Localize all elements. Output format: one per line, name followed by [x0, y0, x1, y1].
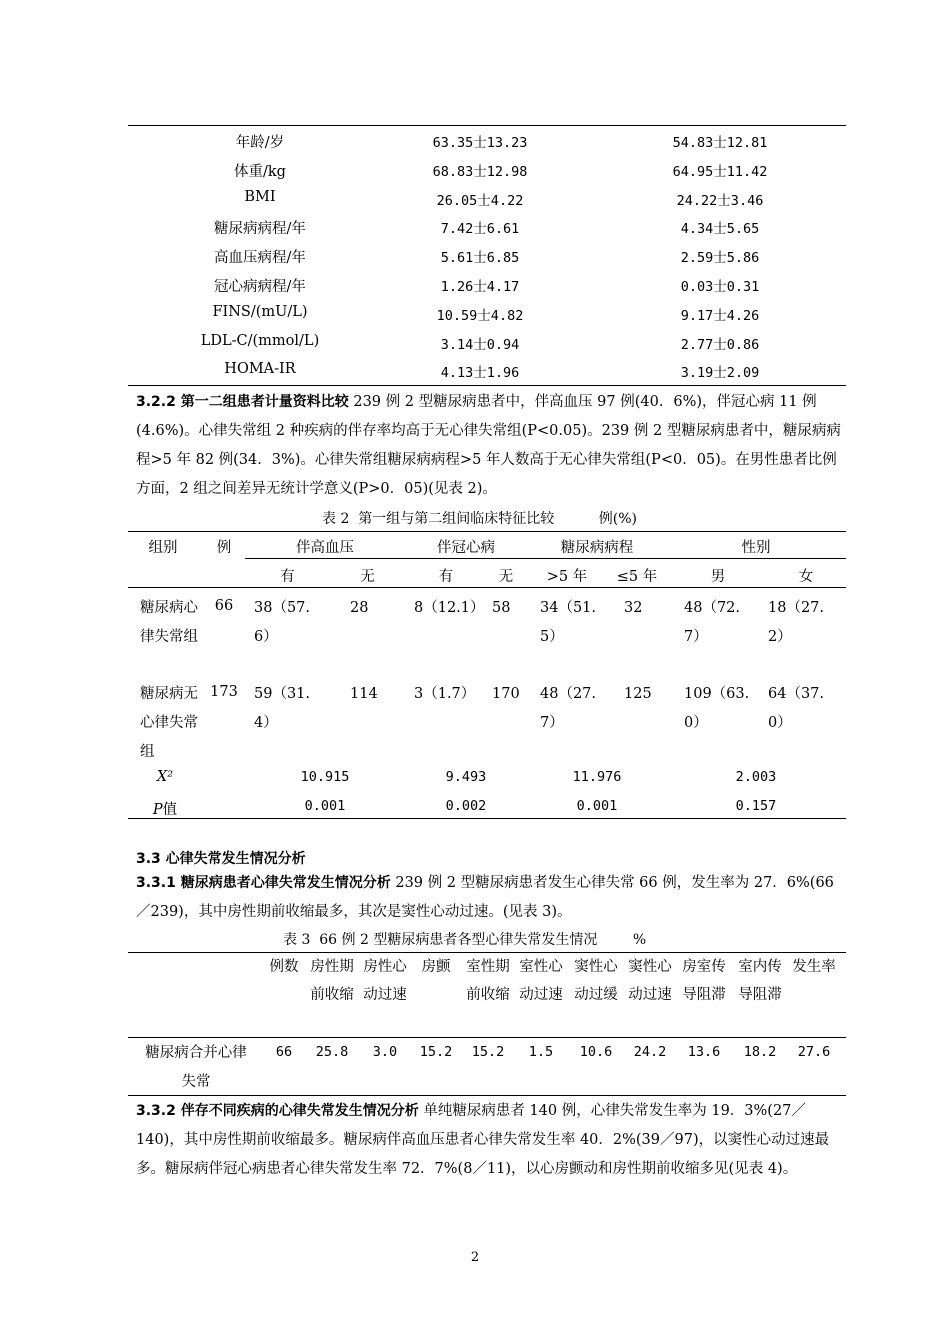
table1-row-label: 冠心病病程/年 [214, 279, 306, 295]
table2-cell: 18（27.2） [768, 600, 825, 645]
table1-cell-group2: 0.03士0.31 [680, 279, 760, 295]
table2-header-hypertension: 伴高血压 [296, 540, 354, 556]
table2-cell: 8（12.1） [414, 600, 485, 616]
section-3-3-1-body: 239 例 2 型糖尿病患者发生心律失常 66 例，发生率为 27．6%(66／239)，其中房性期前收缩最多，其次是窦性心动过速。(见表 3)。 [136, 875, 834, 920]
table1-row-label: HOMA-IR [224, 361, 296, 378]
table1-cell-group2: 3.19士2.09 [680, 365, 760, 382]
table2-cell: 28 [350, 600, 369, 616]
table3-header-cell: 室内传导阻滞 [738, 959, 782, 1003]
table3-value: 13.6 [687, 1044, 721, 1060]
table1-cell-group2: 9.17士4.26 [680, 307, 760, 324]
table1-row-label: 糖尿病病程/年 [214, 221, 306, 238]
table2-subheader: 男 [710, 569, 726, 585]
table2-chi-value: 2.003 [735, 769, 777, 785]
table2-cell: 48（27.7） [540, 686, 597, 731]
table3-header-cell: 室性心动过速 [519, 959, 563, 1003]
section-3-3-2-body: 单纯糖尿病患者 140 例，心律失常发生率为 19．3%(27／140)，其中房性期前收缩最多。糖尿病伴高血压患者心律失常发生率 40．2%(39／97)，以窦性心动过速最多。糖尿病伴冠心病患者心律失常发生率 72．7%(8／11)，以心房颤动和房性期前收缩多见(见表 4)。 [136, 1103, 830, 1177]
section-3-2-2 [136, 388, 844, 504]
table2-cell: 58 [492, 600, 511, 616]
table3-value: 10.6 [579, 1044, 613, 1060]
table1-row-label: 体重/kg [234, 163, 286, 180]
table2-p-label [140, 798, 190, 819]
table1-cell-group1: 68.83士12.98 [432, 163, 528, 180]
table2-subheader: 有 [280, 569, 295, 585]
table2-bottom-rule [128, 818, 846, 819]
table3-value: 15.2 [419, 1044, 453, 1060]
table1-cell-group2: 24.22士3.46 [676, 192, 764, 209]
table2-cell: 64（37.0） [768, 686, 825, 731]
table1-bottom-rule [128, 385, 846, 386]
table2-p-suffix: 值 [162, 802, 178, 818]
table1-row-label: 年龄/岁 [235, 135, 285, 151]
table3-header-cell: 例数 [269, 959, 299, 975]
table2-cell: 3（1.7） [414, 686, 476, 702]
table2-cell: 48（72.7） [684, 600, 741, 645]
table2-header-mid-rule [245, 558, 846, 559]
table3-caption: 表 3 66 例 2 型糖尿病患者各型心律失常发生情况 % [283, 932, 647, 948]
table3-value: 24.2 [633, 1044, 667, 1060]
table2-top-rule [128, 531, 846, 532]
table2-cell: 38（57.6） [254, 600, 311, 645]
table3-header-cell: 发生率 [792, 959, 836, 975]
table1-cell-group2: 64.95士11.42 [672, 163, 768, 180]
table2-subheader: >5 年 [546, 569, 588, 585]
table2-header-sex: 性别 [741, 540, 771, 556]
table1-cell-group1: 26.05士4.22 [436, 192, 524, 209]
section-3-3-2 [136, 1097, 844, 1184]
table1-cell-group2: 2.59士5.86 [680, 250, 760, 267]
table1-cell-group1: 4.13士1.96 [440, 365, 520, 382]
table2-caption: 表 2 第一组与第二组间临床特征比较 例(%) [322, 511, 637, 527]
table3-header-cell: 窦性心动过缓 [574, 959, 618, 1003]
table3-header-cell: 房性心动过速 [363, 959, 407, 1003]
table2-p-value: 0.002 [445, 798, 487, 814]
table1-cell-group2: 54.83士12.81 [672, 135, 768, 151]
table2-cell: 170 [492, 686, 520, 702]
table3-header-cell: 室性期前收缩 [466, 959, 510, 1003]
table2-chi-value: 9.493 [445, 769, 487, 785]
table3-header-cell: 房颤 [421, 959, 451, 975]
table3-bottom-rule [128, 1095, 846, 1096]
table3-value: 3.0 [372, 1044, 398, 1060]
table3-header-cell: 房性期前收缩 [310, 959, 354, 1003]
table2-subheader: 有 [438, 569, 454, 585]
table1-cell-group1: 7.42士6.61 [440, 221, 520, 238]
table2-p-value: 0.001 [576, 798, 618, 814]
table2-p-letter: P [152, 802, 163, 818]
table2-row-n: 66 [214, 598, 234, 614]
table1-row-label: 高血压病程/年 [214, 250, 306, 267]
table2-chi-value: 10.915 [300, 769, 350, 785]
table2-subheader: 无 [360, 569, 375, 585]
section-3-3-1 [136, 869, 844, 927]
table2-subheader: ≤5 年 [616, 569, 658, 585]
table3-value: 27.6 [797, 1044, 831, 1060]
table2-header-rule [128, 587, 846, 588]
table2-subheader: 无 [498, 569, 514, 585]
table1-cell-group2: 2.77士0.86 [680, 336, 760, 353]
table2-cell: 125 [624, 686, 652, 702]
table2-row-group: 糖尿病心律失常组 [140, 600, 198, 645]
section-3-2-2-heading: 3.2.2 第一二组患者计量资料比较 [136, 394, 349, 410]
table2-chi-label: X² [156, 769, 174, 785]
table3-value: 1.5 [528, 1044, 554, 1060]
table3-header-cell: 窦性心动过速 [628, 959, 672, 1003]
table3-value: 66 [275, 1044, 293, 1060]
table3-value: 25.8 [315, 1044, 349, 1060]
table1-cell-group1: 5.61士6.85 [440, 250, 520, 267]
table2-cell: 114 [350, 686, 378, 702]
table1-cell-group1: 63.35士13.23 [432, 135, 528, 151]
table2-row-n: 173 [210, 684, 238, 700]
table2-p-value: 0.001 [304, 798, 346, 814]
table1-row-label: FINS/(mU/L) [212, 303, 308, 320]
table2-p-value: 0.157 [735, 798, 777, 814]
table1-cell-group2: 4.34士5.65 [680, 221, 760, 238]
table1-cell-group1: 1.26士4.17 [440, 279, 520, 295]
table3-header-cell: 房室传导阻滞 [682, 959, 726, 1003]
table1-top-rule [128, 125, 846, 126]
table2-row-group: 糖尿病无心律失常组 [140, 686, 198, 760]
table2-header-chd: 伴冠心病 [437, 540, 495, 556]
table2-cell: 32 [624, 600, 643, 616]
page-number: 2 [470, 1250, 480, 1265]
table3-value: 18.2 [743, 1044, 777, 1060]
table2-cell: 109（63.0） [684, 686, 750, 731]
table3-value: 15.2 [471, 1044, 505, 1060]
table1-cell-group1: 10.59士4.82 [436, 307, 524, 324]
table2-subheader: 女 [798, 569, 814, 585]
table2-cell: 59（31.4） [254, 686, 311, 731]
section-3-3-1-heading: 3.3.1 糖尿病患者心律失常发生情况分析 [136, 875, 391, 891]
table2-cell: 34（51.5） [540, 600, 597, 645]
section-3-3-heading: 3.3 心律失常发生情况分析 [136, 851, 306, 867]
section-3-2-2-body: 239 例 2 型糖尿病患者中，伴高血压 97 例(40．6%)，伴冠心病 11 例(4.6%)。心律失常组 2 种疾病的伴存率均高于无心律失常组(P<0.05)。239 例 2 型糖尿病患者中，糖尿病病程>5 年 82 例(34．3%)。心律失常组糖尿病病程>5 年人数高于无心律失常组(P<0．05)。在男性患者比例方面，2 组之间差异无统计学意义(P>0．05)(见表 2)。 [136, 394, 841, 497]
table1-cell-group1: 3.14士0.94 [440, 336, 520, 353]
table2-header-duration: 糖尿病病程 [560, 540, 634, 556]
table3-row-label: 糖尿病合并心律失常 [145, 1045, 247, 1090]
table1-row-label: LDL-C/(mmol/L) [200, 332, 320, 349]
table2-header-group: 组别 [148, 540, 178, 556]
section-3-3-2-heading: 3.3.2 伴存不同疾病的心律失常发生情况分析 [136, 1103, 419, 1119]
table2-header-n: 例 [216, 540, 232, 556]
table2-chi-value: 11.976 [572, 769, 622, 785]
table1-row-label: BMI [244, 188, 276, 205]
table3-header-rule [128, 1037, 846, 1038]
